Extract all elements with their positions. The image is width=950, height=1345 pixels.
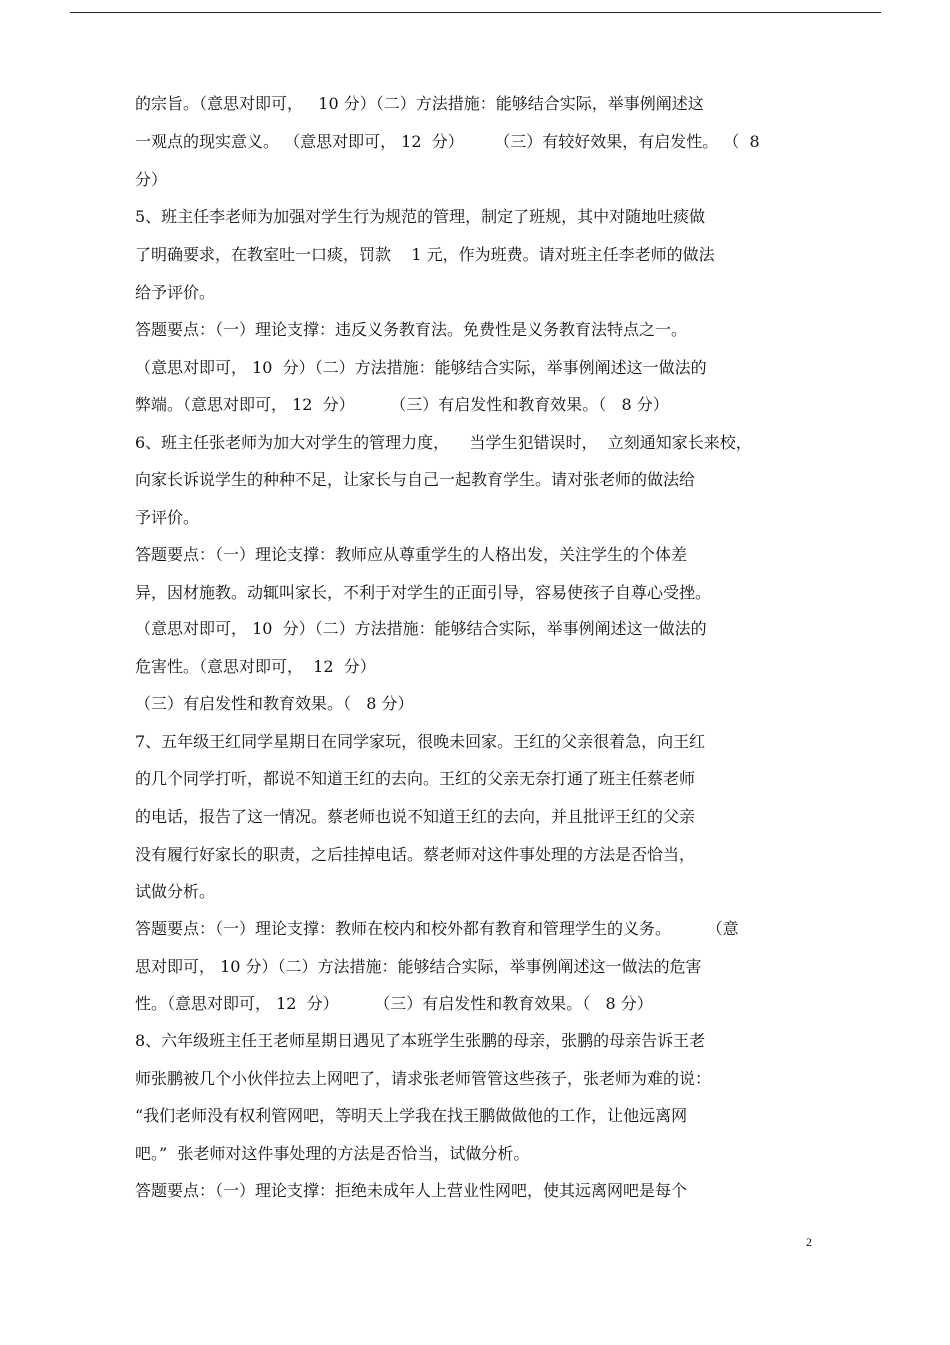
text-line: 吧。” 张老师对这件事处理的方法是否恰当，试做分析。 <box>135 1144 530 1163</box>
text-line: 试做分析。 <box>135 882 216 901</box>
text-line: 答题要点：（一）理论支撑：教师在校内和校外都有教育和管理学生的义务。 （意 <box>135 919 739 938</box>
header-rule <box>70 12 881 13</box>
text-line: 异，因材施教。动辄叫家长，不利于对学生的正面引导，容易使孩子自尊心受挫。 <box>135 583 712 602</box>
text-line: 一观点的现实意义。 （意思对即可， 12 分） （三）有较好效果，有启发性。 （ 8 <box>135 132 760 151</box>
text-line: 的宗旨。（意思对即可， 10 分）（二）方法措施：能够结合实际，举事例阐述这 <box>135 94 704 113</box>
text-line: 答题要点：（一）理论支撑：教师应从尊重学生的人格出发，关注学生的个体差 <box>135 545 688 564</box>
text-line: （意思对即可， 10 分）（二）方法措施：能够结合实际，举事例阐述这一做法的 <box>135 358 707 377</box>
text-line: “我们老师没有权利管网吧，等明天上学我在找王鹏做做他的工作，让他远离网 <box>135 1106 688 1125</box>
text-line: 答题要点：（一）理论支撑：拒绝未成年人上营业性网吧，使其远离网吧是每个 <box>135 1181 688 1200</box>
text-line: 答题要点：（一）理论支撑：违反义务教育法。免费性是义务教育法特点之一。 <box>135 320 688 339</box>
text-line: 予评价。 <box>135 508 200 527</box>
text-line: 分） <box>135 170 168 189</box>
text-line: 给予评价。 <box>135 283 216 302</box>
text-line: 的几个同学打听，都说不知道王红的去向。王红的父亲无奈打通了班主任蔡老师 <box>135 769 696 788</box>
text-line: 8、六年级班主任王老师星期日遇见了本班学生张鹏的母亲，张鹏的母亲告诉王老 <box>135 1031 706 1050</box>
text-line: 思对即可， 10 分）（二）方法措施：能够结合实际，举事例阐述这一做法的危害 <box>135 957 702 976</box>
text-line: 没有履行好家长的职责，之后挂掉电话。蔡老师对这件事处理的方法是否恰当， <box>135 845 696 864</box>
text-line: 师张鹏被几个小伙伴拉去上网吧了，请求张老师管管这些孩子，张老师为难的说： <box>135 1069 712 1088</box>
text-line: 5、班主任李老师为加强对学生行为规范的管理，制定了班规，其中对随地吐痰做 <box>135 207 706 226</box>
text-line: （意思对即可， 10 分）（二）方法措施：能够结合实际，举事例阐述这一做法的 <box>135 619 707 638</box>
text-line: 了明确要求，在教室吐一口痰，罚款 1 元，作为班费。请对班主任李老师的做法 <box>135 245 715 264</box>
text-line: 向家长诉说学生的种种不足，让家长与自己一起教育学生。请对张老师的做法给 <box>135 470 696 489</box>
text-line: 7、五年级王红同学星期日在同学家玩，很晚未回家。王红的父亲很着急，向王红 <box>135 732 706 751</box>
text-line: 的电话，报告了这一情况。蔡老师也说不知道王红的去向，并且批评王红的父亲 <box>135 807 696 826</box>
text-line: 6、班主任张老师为加大对学生的管理力度， 当学生犯错误时， 立刻通知家长来校， <box>135 433 752 452</box>
page-number: 2 <box>806 1235 812 1249</box>
text-line: 危害性。（意思对即可， 12 分） <box>135 657 376 676</box>
text-line: 弊端。（意思对即可， 12 分） （三）有启发性和教育效果。（ 8 分） <box>135 395 669 414</box>
text-line: （三）有启发性和教育效果。（ 8 分） <box>135 694 414 713</box>
text-line: 性。（意思对即可， 12 分） （三）有启发性和教育效果。（ 8 分） <box>135 994 653 1013</box>
